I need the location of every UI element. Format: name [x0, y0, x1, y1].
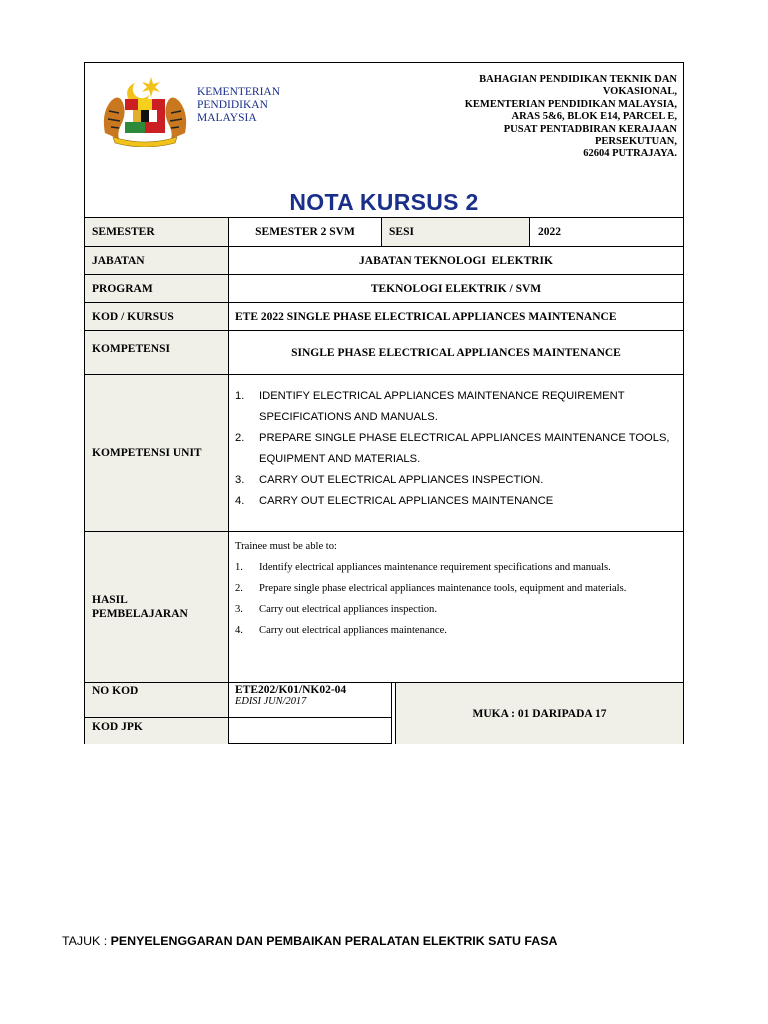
- semester-value: SEMESTER 2 SVM: [229, 218, 382, 246]
- no-kod-value-cell: [229, 683, 392, 718]
- item-text: CARRY OUT ELECTRICAL APPLIANCES MAINTENANCE: [259, 495, 554, 507]
- list-item: [235, 386, 677, 428]
- address-line: PERSEKUTUAN,: [595, 136, 677, 148]
- topic-label: TAJUK :: [62, 934, 111, 948]
- program-row: [85, 274, 683, 302]
- kod-jpk-value: [229, 718, 392, 744]
- topic-line: [62, 934, 557, 948]
- list-item: [235, 599, 677, 620]
- no-kod-label: NO KOD: [85, 683, 229, 718]
- kompetensi-unit-label: KOMPETENSI UNIT: [85, 375, 229, 531]
- item-text: CARRY OUT ELECTRICAL APPLIANCES INSPECTION.: [259, 474, 544, 486]
- kompetensi-value: SINGLE PHASE ELECTRICAL APPLIANCES MAINTENANCE: [291, 346, 621, 359]
- sesi-value: 2022: [538, 226, 561, 238]
- ministry-name: [197, 86, 280, 125]
- kod-kursus-label: KOD / KURSUS: [85, 303, 229, 330]
- jabatan-label: JABATAN: [85, 247, 229, 274]
- item-number: 3.: [235, 604, 243, 615]
- program-label: PROGRAM: [85, 275, 229, 302]
- coat-of-arms-icon: [99, 73, 191, 147]
- item-text: Carry out electrical appliances maintenance.: [259, 625, 447, 636]
- kompetensi-row: [85, 330, 683, 374]
- kompetensi-unit-list: [235, 386, 677, 512]
- item-number: 2.: [235, 432, 245, 444]
- hasil-pembelajaran-row: [85, 531, 683, 682]
- jabatan-row: [85, 246, 683, 274]
- hasil-pembelajaran-text: HASIL PEMBELAJARAN: [92, 594, 188, 620]
- address-line: ARAS 5&6, BLOK E14, PARCEL E,: [511, 111, 677, 123]
- ministry-line: MALAYSIA: [197, 112, 257, 124]
- item-number: 1.: [235, 562, 243, 573]
- list-item: [235, 470, 677, 491]
- address-line: BAHAGIAN PENDIDIKAN TEKNIK DAN: [479, 74, 677, 85]
- item-number: 1.: [235, 390, 245, 402]
- document-title: NOTA KURSUS 2: [289, 189, 479, 215]
- kompetensi-label: KOMPETENSI: [85, 331, 229, 374]
- ministry-address: [377, 74, 677, 161]
- hasil-list: [235, 557, 677, 641]
- item-number: 4.: [235, 495, 245, 507]
- page-count: MUKA : 01 DARIPADA 17: [396, 683, 683, 744]
- list-item: [235, 557, 677, 578]
- jabatan-value: JABATAN TEKNOLOGI ELEKTRIK: [359, 254, 553, 267]
- item-text: Prepare single phase electrical appliances maintenance tools, equipment and materials.: [259, 583, 627, 594]
- course-note-form: [84, 62, 684, 744]
- edition-text: EDISI JUN/2017: [235, 696, 307, 707]
- address-line: KEMENTERIAN PENDIDIKAN MALAYSIA,: [464, 98, 677, 110]
- kod-jpk-label: KOD JPK: [85, 718, 229, 744]
- semester-label: SEMESTER: [85, 218, 229, 246]
- ministry-line: PENDIDIKAN: [197, 99, 268, 111]
- kod-kursus-value: ETE 2022 SINGLE PHASE ELECTRICAL APPLIANCES MAINTENANCE: [235, 310, 617, 323]
- hasil-pembelajaran-content: [235, 536, 677, 641]
- kompetensi-unit-row: [85, 374, 683, 531]
- ministry-line: KEMENTERIAN: [197, 86, 281, 98]
- sesi-label: SESI: [382, 218, 530, 246]
- list-item: [235, 578, 677, 599]
- item-number: 4.: [235, 625, 243, 636]
- address-line: VOKASIONAL,: [602, 86, 677, 98]
- item-number: 2.: [235, 583, 243, 594]
- no-kod-value: ETE202/K01/NK02-04: [235, 684, 347, 696]
- item-text: Identify electrical appliances maintenance requirement specifications and manuals.: [259, 562, 611, 573]
- list-item: [235, 620, 677, 641]
- topic-title: PENYELENGGARAN DAN PEMBAIKAN PERALATAN ELEKTRIK SATU FASA: [110, 934, 558, 948]
- list-item: [235, 491, 677, 512]
- semester-row: [85, 217, 683, 246]
- item-text: IDENTIFY ELECTRICAL APPLIANCES MAINTENANCE REQUIREMENT SPECIFICATIONS AND MANUALS.: [259, 390, 625, 423]
- list-item: [235, 428, 677, 470]
- item-number: 3.: [235, 474, 245, 486]
- hasil-intro: Trainee must be able to:: [235, 541, 337, 552]
- hasil-pembelajaran-label: [85, 532, 229, 682]
- kod-kursus-row: [85, 302, 683, 330]
- program-value: TEKNOLOGI ELEKTRIK / SVM: [370, 282, 542, 295]
- form-header: [85, 63, 683, 217]
- address-line: PUSAT PENTADBIRAN KERAJAAN: [503, 123, 677, 135]
- item-text: PREPARE SINGLE PHASE ELECTRICAL APPLIANCES MAINTENANCE TOOLS, EQUIPMENT AND MATERIALS.: [259, 432, 670, 465]
- kod-block: [85, 682, 683, 743]
- address-line: 62604 PUTRAJAYA.: [583, 148, 677, 160]
- item-text: Carry out electrical appliances inspection.: [259, 604, 437, 615]
